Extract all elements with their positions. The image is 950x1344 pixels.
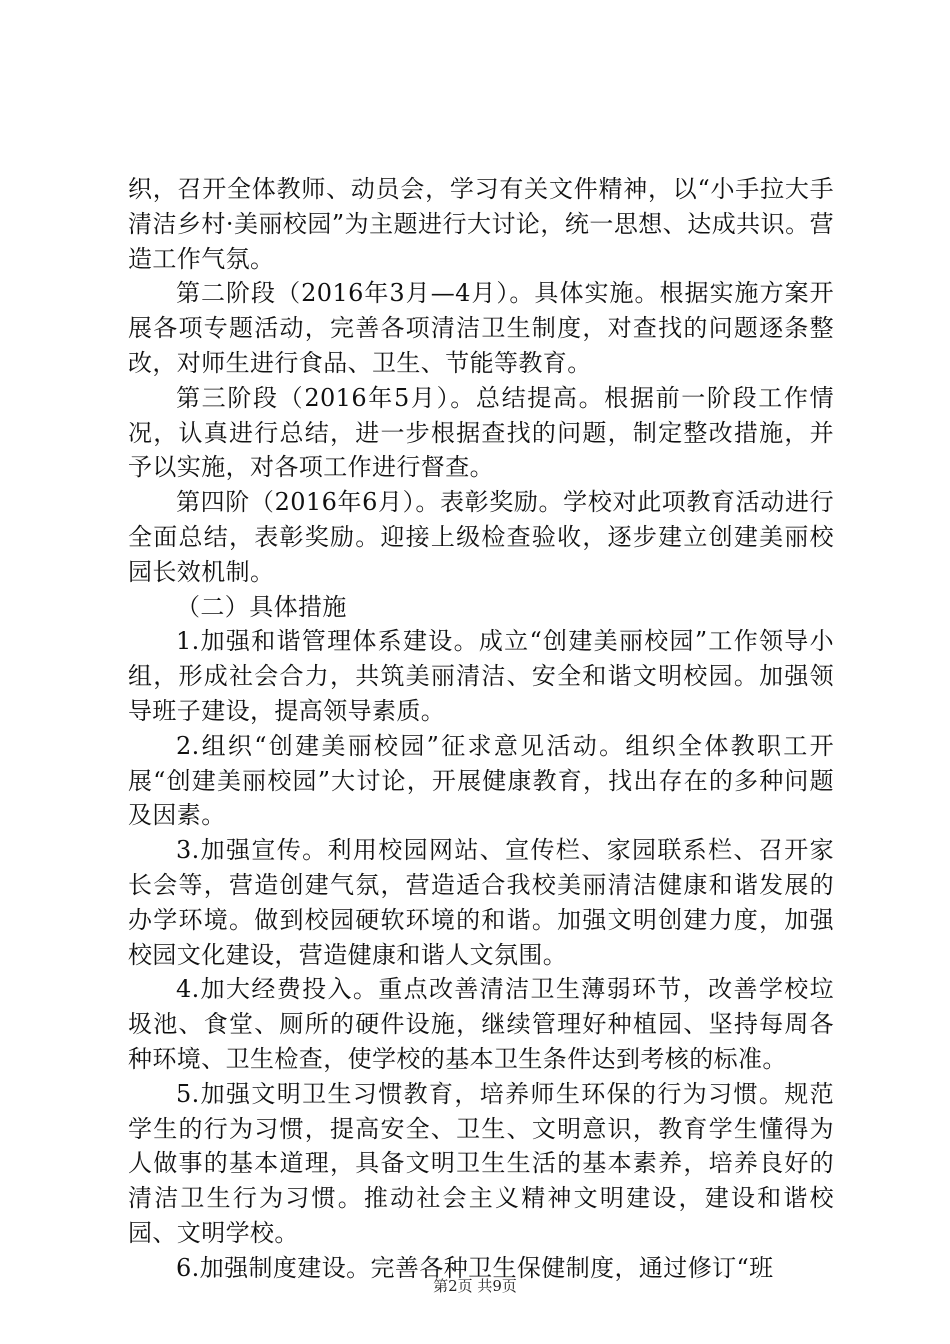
document-body [128, 172, 834, 1286]
paragraph-measure-2: 2.组织“创建美丽校园”征求意见活动。组织全体教职工开展“创建美丽校园”大讨论，开展健康教育，找出存在的多种问题及因素。 [128, 731, 834, 830]
page-footer [0, 1275, 950, 1296]
page-number-label: 第2页 共9页 [433, 1277, 517, 1295]
paragraph-measure-6: 6.加强制度建设。完善各种卫生保健制度，通过修订“班 [176, 1253, 774, 1282]
paragraph-measure-4: 4.加大经费投入。重点改善清洁卫生薄弱环节，改善学校垃圾池、食堂、厕所的硬件设施，继续管理好种植园、坚持每周各种环境、卫生检查，使学校的基本卫生条件达到考核的标准。 [128, 975, 834, 1073]
paragraph-stage-two: 第二阶段（2016年3月—4月）。具体实施。根据实施方案开展各项专题活动，完善各项清洁卫生制度，对查找的问题逐条整改，对师生进行食品、卫生、节能等教育。 [128, 279, 834, 377]
paragraph-measure-1: 1.加强和谐管理体系建设。成立“创建美丽校园”工作领导小组，形成社会合力，共筑美丽清洁、安全和谐文明校园。加强领导班子建设，提高领导素质。 [128, 627, 834, 725]
paragraph-measure-3: 3.加强宣传。利用校园网站、宣传栏、家园联系栏、召开家长会等，营造创建气氛，营造适合我校美丽清洁健康和谐发展的办学环境。做到校园硬软环境的和谐。加强文明创建力度，加强校园文化建设，营造健康和谐人文氛围。 [128, 836, 834, 969]
paragraph-measure-5: 5.加强文明卫生习惯教育，培养师生环保的行为习惯。规范学生的行为习惯，提高安全、卫生、文明意识，教育学生懂得为人做事的基本道理，具备文明卫生生活的基本素养，培养良好的清洁卫生行为习惯。推动社会主义精神文明建设，建设和谐校园、文明学校。 [128, 1079, 834, 1247]
paragraph-stage-four: 第四阶（2016年6月）。表彰奖励。学校对此项教育活动进行全面总结，表彰奖励。迎接上级检查验收，逐步建立创建美丽校园长效机制。 [128, 488, 834, 586]
section-heading-measures: （二）具体措施 [176, 592, 347, 621]
paragraph-stage-three: 第三阶段（2016年5月）。总结提高。根据前一阶段工作情况，认真进行总结，进一步根据查找的问题，制定整改措施，并予以实施，对各项工作进行督查。 [128, 383, 834, 482]
paragraph-continuation: 织，召开全体教师、动员会，学习有关文件精神，以“小手拉大手清洁乡村·美丽校园”为主题进行大讨论，统一思想、达成共识。营造工作气氛。 [128, 175, 834, 273]
